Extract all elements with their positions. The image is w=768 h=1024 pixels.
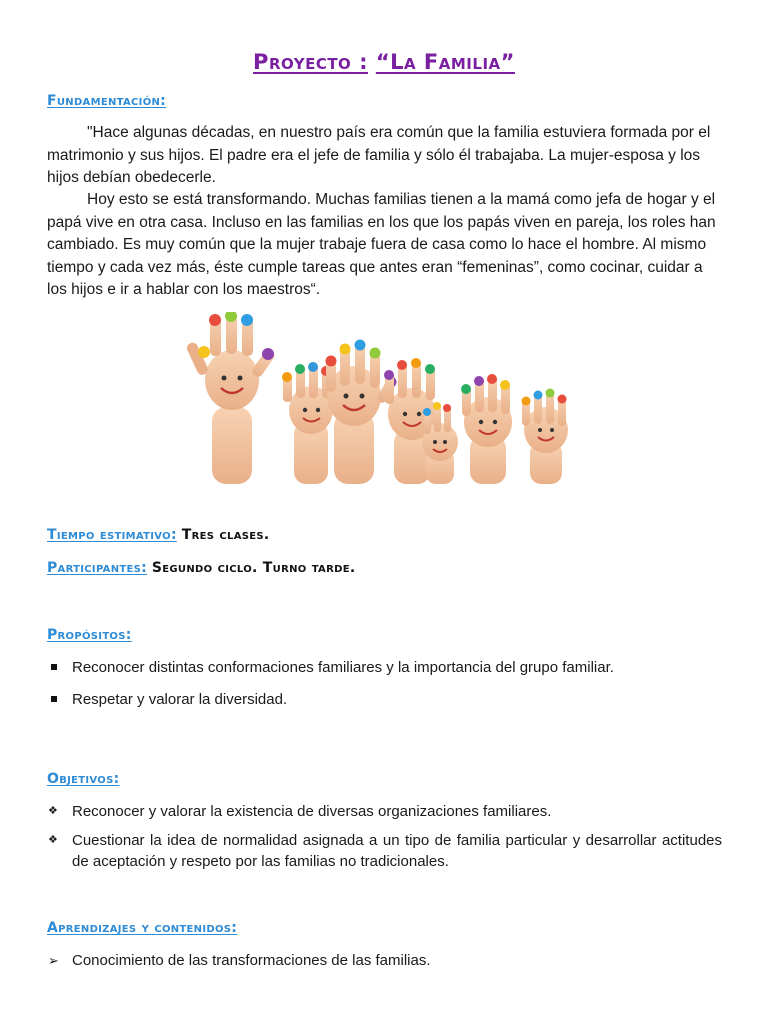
proposito-text: Respetar y valorar la diversidad. xyxy=(72,691,288,708)
proposito-item xyxy=(72,689,722,710)
painted-hands-image xyxy=(186,312,582,484)
aprendizaje-item xyxy=(48,950,722,971)
tiempo-label: Tiempo estimativo: xyxy=(47,527,177,543)
proposito-item xyxy=(72,657,722,678)
propositos-heading: Propósitos: xyxy=(47,627,132,643)
square-bullet-icon xyxy=(51,664,57,670)
fundamentacion-paragraph-1: "Hace algunas décadas, en nuestro país era común que la familia estuviera formada por el matrimonio y sus hijos. El padre era el jefe de familia y sólo él trabajaba. La mujer-esposa y los hijos debían obedecerle. xyxy=(47,124,711,186)
participantes-value: Segundo ciclo. Turno tarde. xyxy=(151,560,356,576)
aprendizajes-heading: Aprendizajes y contenidos: xyxy=(47,920,238,936)
title-highlight: “La Familia” xyxy=(375,50,515,74)
aprendizaje-text: Conocimiento de las transformaciones de las familias. xyxy=(72,952,431,969)
diamond-bullet-icon: ❖ xyxy=(48,805,58,817)
objetivo-text: Reconocer y valorar la existencia de diversas organizaciones familiares. xyxy=(72,803,552,820)
page-title xyxy=(0,50,768,74)
diamond-bullet-icon: ❖ xyxy=(48,834,58,846)
title-prefix: Proyecto : xyxy=(253,50,369,74)
fundamentacion-heading: Fundamentación: xyxy=(47,93,167,109)
objetivo-item xyxy=(48,830,722,872)
proposito-text: Reconocer distintas conformaciones familiares y la importancia del grupo familiar. xyxy=(72,659,614,676)
objetivos-heading: Objetivos: xyxy=(47,771,120,787)
participantes-label: Participantes: xyxy=(47,560,148,576)
participantes-row xyxy=(47,560,355,576)
objetivo-item xyxy=(48,801,722,822)
fundamentacion-paragraph-2: Hoy esto se está transformando. Muchas familias tienen a la mamá como jefa de hogar y el papá vive en otra casa. Incluso en las familias en los que los papás viven en pareja, los roles han cambiado. Es muy común que la mujer trabaje fuera de casa como lo hace el hombre. Al mismo tiempo y cada vez más, éste cumple tareas que antes eran “femeninas”, como cocinar, cuidar a los hijos e ir a hablar con los maestros“. xyxy=(47,191,716,298)
objetivo-text: Cuestionar la idea de normalidad asignada a un tipo de familia particular y desarrollar actitudes de aceptación y respeto por las familias no tradicionales. xyxy=(72,832,722,870)
square-bullet-icon xyxy=(51,696,57,702)
tiempo-row xyxy=(47,527,270,543)
tiempo-value: Tres clases. xyxy=(181,527,270,543)
arrow-bullet-icon: ➢ xyxy=(48,953,59,968)
